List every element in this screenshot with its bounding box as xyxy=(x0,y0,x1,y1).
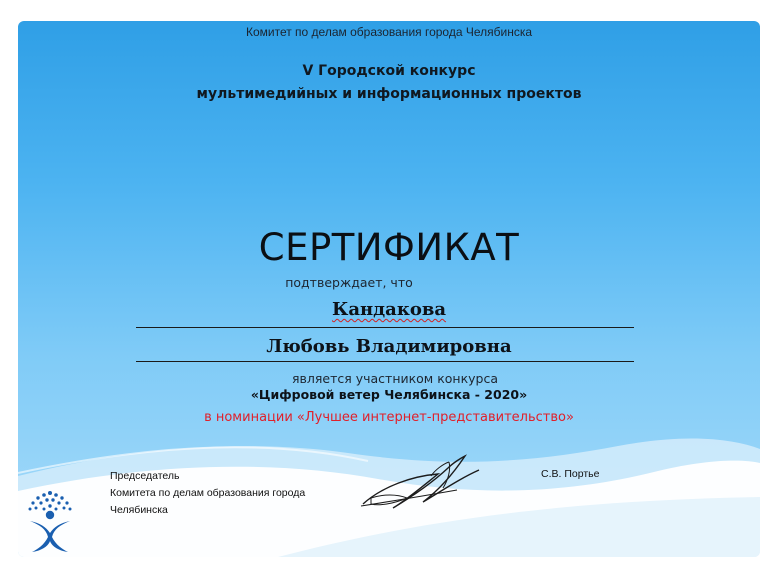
handwritten-signature-icon xyxy=(353,446,488,516)
surname-underline xyxy=(136,327,634,328)
contest-title-line2: мультимедийных и информационных проектов xyxy=(196,86,582,102)
name-underline xyxy=(136,361,634,362)
recipient-name: Любовь Владимировна xyxy=(266,336,512,357)
recipient-surname-text: Кандакова xyxy=(331,299,447,320)
certificate xyxy=(18,21,760,557)
certificate-title: СЕРТИФИКАТ xyxy=(258,226,520,269)
position-line3: Челябинска xyxy=(110,504,168,516)
contest-title-line1: V Городской конкурс xyxy=(302,63,476,79)
nomination-text: в номинации «Лучшее интернет-представительство» xyxy=(204,410,574,425)
position-line2: Комитета по делам образования города xyxy=(110,487,306,499)
signatory-position xyxy=(110,468,305,519)
participant-text: является участником конкурса xyxy=(291,371,498,386)
contest-name: «Цифровой ветер Челябинска - 2020» xyxy=(250,387,528,402)
committee-header: Комитет по делам образования города Челябинска xyxy=(245,25,533,39)
confirms-text: подтверждает, что xyxy=(285,275,413,290)
signer-name: С.В. Портье xyxy=(541,468,600,480)
position-line1: Председатель xyxy=(110,470,180,482)
tree-of-dots-logo-icon xyxy=(26,489,74,555)
recipient-surname xyxy=(18,299,760,320)
